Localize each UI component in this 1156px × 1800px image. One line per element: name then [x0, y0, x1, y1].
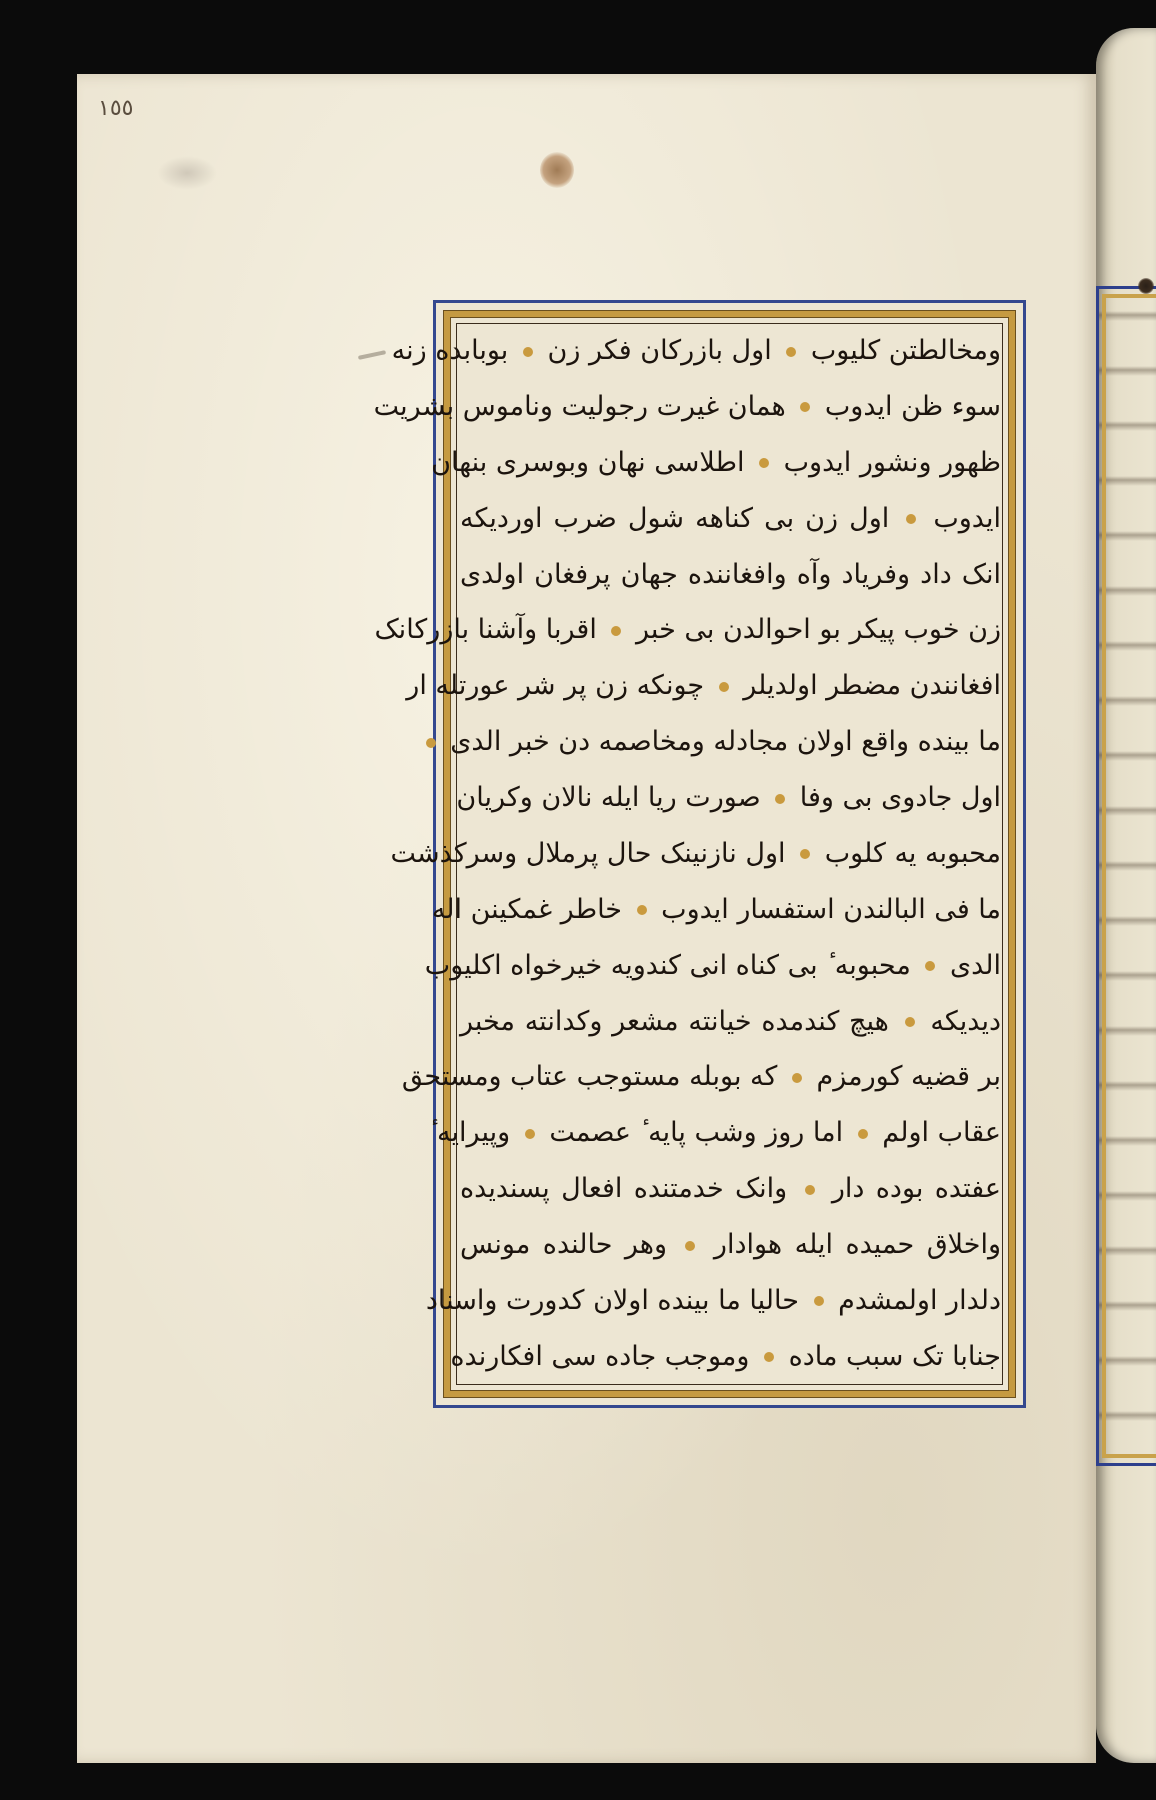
text-line: عفتده بوده دار وانک خدمتنده افعال پسندیده [460, 1173, 1001, 1205]
facing-page-gold-rule [1102, 294, 1156, 1458]
text-line: عقاب اولم اما روز وشب پایه ٔ عصمت وپیرایه ٔ [428, 1117, 1001, 1149]
verse-marker [805, 1185, 815, 1195]
verse-marker [525, 1129, 535, 1139]
text-line: جنابا تک سبب ماده وموجب جاده سی افکارنده [450, 1340, 1001, 1372]
text-line: اول جادوی بی وفا صورت ریا ایله نالان وکریان [456, 782, 1001, 813]
text-line: ما فی البالندن استفسار ایدوب خاطر غمکینن اله [431, 893, 1001, 925]
text-line: ومخالطتن کلیوب اول بازرکان فکر زن بوبابده زنه [391, 335, 1001, 366]
text-line: محبوبه یه کلوب اول نازنینک حال پرملال وسرکذشت [390, 837, 1001, 869]
verse-marker [858, 1129, 868, 1139]
text-line: زن خوب پیکر بو احوالدن بی خبر اقربا وآشنا بازرکانک [374, 614, 1001, 646]
verse-marker [906, 514, 916, 524]
verse-marker [814, 1296, 824, 1306]
text-frame [373, 300, 1026, 1408]
folio-number: ١٥٥ [98, 96, 134, 121]
verse-marker [800, 849, 810, 859]
text-line: انک داد وفریاد وآه وافغاننده جهان پرفغان اولدی [460, 558, 1001, 590]
verse-marker [925, 961, 935, 971]
verse-marker [800, 402, 810, 412]
folio-smudge [157, 156, 217, 190]
ink-spot [1138, 278, 1154, 294]
verse-marker [426, 738, 436, 748]
verse-marker [637, 905, 647, 915]
verse-marker [905, 1017, 915, 1027]
verse-marker [759, 458, 769, 468]
verse-marker [786, 347, 796, 357]
text-line: سوء ظن ایدوب همان غیرت رجولیت وناموس بشریت [373, 390, 1001, 422]
verse-marker [792, 1073, 802, 1083]
text-line: بر قضیه کورمزم که بوبله مستوجب عتاب ومستحق [401, 1061, 1001, 1093]
text-line: دیدیکه هیچ کندمده خیانته مشعر وکدانته مخبر [460, 1005, 1001, 1037]
text-line: افغانندن مضطر اولدیلر چونکه زن پر شر عورتله ار [406, 670, 1001, 702]
verse-marker [775, 794, 785, 804]
text-line: واخلاق حمیده ایله هوادار وهر حالنده مونس [460, 1229, 1001, 1260]
verse-marker [523, 347, 533, 357]
paper-stain [540, 152, 574, 188]
verse-marker [611, 626, 621, 636]
text-block [373, 331, 1001, 1381]
text-line: ایدوب اول زن بی کناهه شول ضرب اوردیکه [460, 502, 1001, 534]
text-line: دلدار اولمشدم حالیا ما بینده اولان کدورت واسناد [425, 1284, 1001, 1316]
text-line: ما بینده واقع اولان مجادله ومخاصمه دن خبر الدی [460, 722, 1001, 766]
verse-marker [685, 1241, 695, 1251]
verse-marker [719, 682, 729, 692]
text-line: ظهور ونشور ایدوب اطلاسی نهان وبوسری بنهان [431, 446, 1001, 478]
text-line: الدی محبوبه ٔ بی کناه انی کندویه خیرخواه اکلیوب [424, 949, 1001, 981]
verse-marker [764, 1352, 774, 1362]
